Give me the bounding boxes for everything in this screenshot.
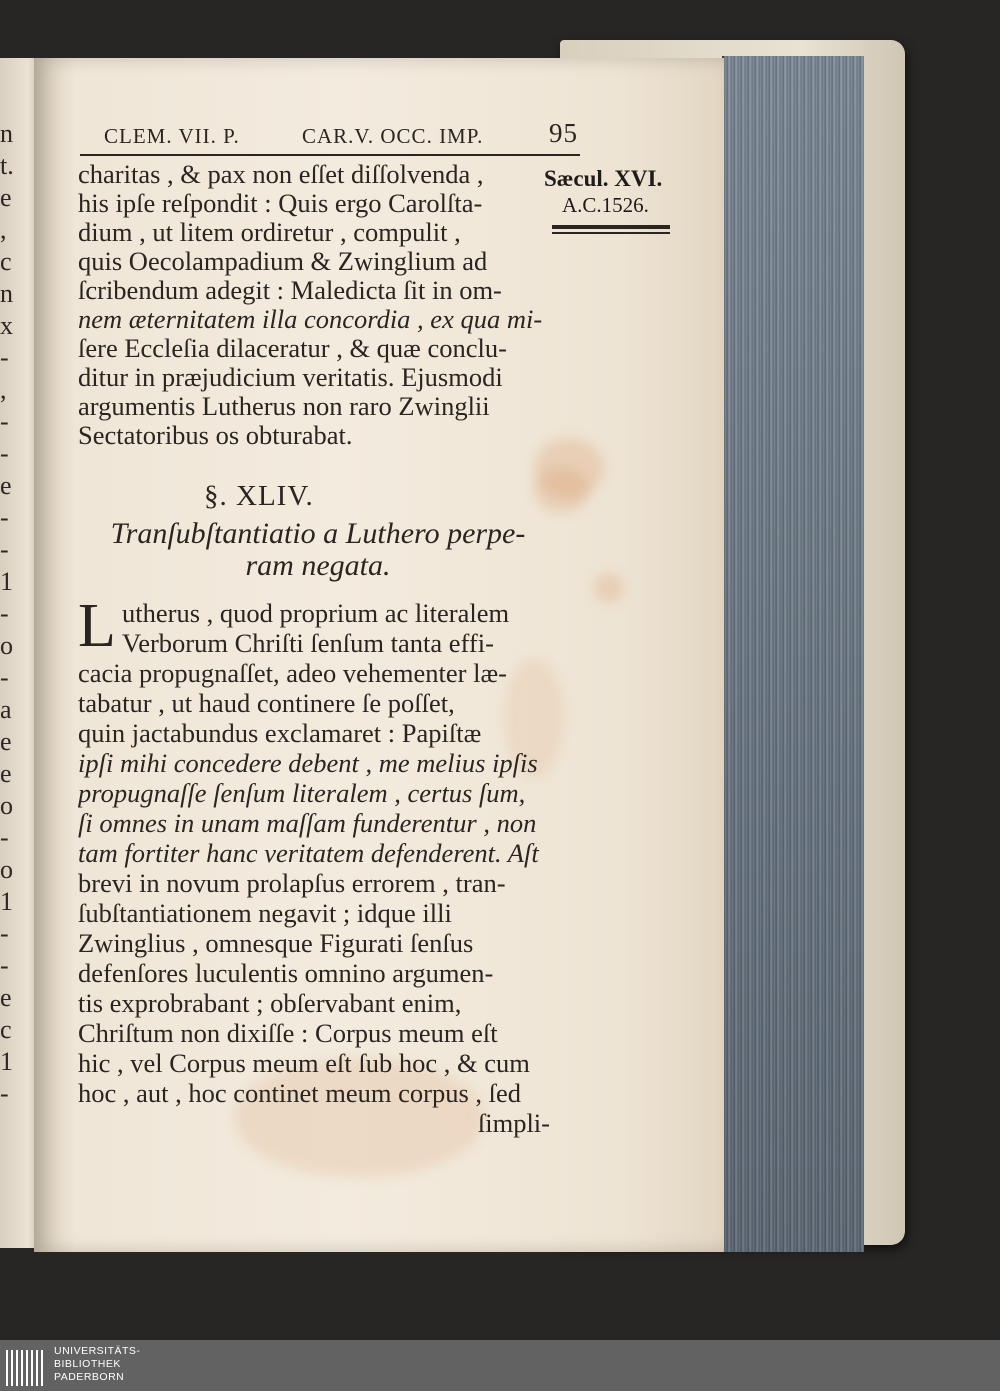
left-page-fragment: e bbox=[0, 983, 12, 1012]
right-page bbox=[34, 58, 724, 1252]
left-page-fragment: n bbox=[0, 119, 13, 148]
section-title-line: Tranſubſtantiatio a Luthero perpe- bbox=[110, 517, 526, 550]
running-header bbox=[104, 120, 578, 152]
left-page-fragment: - bbox=[0, 1079, 9, 1108]
paragraph-1 bbox=[78, 160, 554, 450]
section-number: §. XLIV. bbox=[204, 480, 314, 512]
left-page-fragment: o bbox=[0, 631, 13, 660]
margin-rule bbox=[552, 225, 670, 229]
left-page-fragment: e bbox=[0, 759, 12, 788]
left-page-fragment: 1 bbox=[0, 567, 13, 596]
text-line: Zwinglius , omnesque Figurati ſenſus bbox=[78, 928, 474, 958]
left-page-fragment: c bbox=[0, 247, 12, 276]
text-line: ipſi mihi concedere debent , me melius ipſis bbox=[78, 748, 538, 778]
left-page-fragment: , bbox=[0, 375, 7, 404]
text-line: ſcribendum adegit : Maledicta ſit in om- bbox=[78, 276, 502, 305]
text-line: charitas , & pax non eſſet diſſolvenda , bbox=[78, 160, 484, 189]
left-page-fragment: o bbox=[0, 855, 13, 884]
text-line: ſere Eccleſia dilaceratur , & quæ conclu- bbox=[78, 334, 507, 363]
left-page-fragment: - bbox=[0, 503, 9, 532]
left-page-fragment: a bbox=[0, 695, 12, 724]
text-line: defenſores luculentis omnino argumen- bbox=[78, 958, 494, 988]
text-line: quin jactabundus exclamaret : Papiſtæ bbox=[78, 718, 482, 748]
library-name-line: BIBLIOTHEK bbox=[54, 1358, 121, 1370]
text-line: Sectatoribus os obturabat. bbox=[78, 421, 353, 450]
left-page-fragment: - bbox=[0, 663, 9, 692]
text-line: tam fortiter hanc veritatem defenderent. Aſt bbox=[78, 838, 539, 868]
left-page-fragment: e bbox=[0, 183, 12, 212]
text-line: his ipſe reſpondit : Quis ergo Carolſta- bbox=[78, 189, 483, 218]
drop-cap: L bbox=[78, 592, 116, 660]
text-line: tabatur , ut haud continere ſe poſſet, bbox=[78, 688, 455, 718]
catchword: ſimpli- bbox=[477, 1108, 550, 1138]
left-page-fragment: c bbox=[0, 1015, 12, 1044]
left-page-fragment: - bbox=[0, 823, 9, 852]
left-page-fragment: t. bbox=[0, 151, 14, 180]
left-page-fragment: 1 bbox=[0, 887, 13, 916]
text-line: hic , vel Corpus meum eſt ſub hoc , & cum bbox=[78, 1048, 530, 1078]
text-line: Chriſtum non dixiſſe : Corpus meum eſt bbox=[78, 1018, 498, 1048]
text-line: ſubſtantiationem negavit ; idque illi bbox=[78, 898, 452, 928]
left-page-fragment: - bbox=[0, 951, 9, 980]
header-rule bbox=[80, 154, 580, 156]
left-page-fragment: o bbox=[0, 791, 13, 820]
left-page-fragments bbox=[0, 118, 18, 1168]
left-page-fragment: x bbox=[0, 311, 13, 340]
library-name bbox=[54, 1345, 140, 1384]
margin-note bbox=[544, 166, 694, 218]
section-title-line: ram negata. bbox=[245, 549, 391, 582]
section-title bbox=[78, 518, 558, 582]
library-footer bbox=[0, 1340, 1000, 1391]
left-page-fragment: - bbox=[0, 535, 9, 564]
text-line: utherus , quod proprium ac literalem bbox=[122, 598, 510, 628]
header-left: CLEM. VII. P. bbox=[104, 124, 240, 148]
text-line: nem æternitatem illa concordia , ex qua mi- bbox=[78, 305, 543, 334]
left-page-fragment: - bbox=[0, 919, 9, 948]
paragraph-2 bbox=[78, 592, 554, 1138]
margin-note-century: Sæcul. XVI. bbox=[544, 166, 663, 191]
left-page-fragment: n bbox=[0, 279, 13, 308]
library-name-line: PADERBORN bbox=[54, 1371, 125, 1383]
library-name-line: UNIVERSITÄTS- bbox=[54, 1345, 141, 1357]
margin-note-year: A.C.1526. bbox=[562, 193, 649, 217]
left-page-fragment: - bbox=[0, 599, 9, 628]
text-line: argumentis Lutherus non raro Zwinglii bbox=[78, 392, 490, 421]
foxing-stain bbox=[534, 468, 589, 513]
text-line: hoc , aut , hoc continet meum corpus , ſed bbox=[78, 1078, 522, 1108]
text-line: ditur in præjudicium veritatis. Ejusmodi bbox=[78, 363, 503, 392]
text-line: tis exprobrabant ; obſervabant enim, bbox=[78, 988, 462, 1018]
left-page-fragment: - bbox=[0, 439, 9, 468]
margin-rule bbox=[552, 232, 670, 234]
text-line: Verborum Chriſti ſenſum tanta effi- bbox=[122, 628, 494, 658]
page-block-edge bbox=[722, 56, 864, 1252]
left-page-fragment: - bbox=[0, 407, 9, 436]
foxing-stain bbox=[594, 573, 624, 603]
text-line: dium , ut litem ordiretur , compulit , bbox=[78, 218, 461, 247]
left-page-fragment: 1 bbox=[0, 1047, 13, 1076]
text-line: propugnaſſe ſenſum literalem , certus ſum, bbox=[78, 778, 526, 808]
page-number: 95 bbox=[549, 118, 578, 148]
left-page-fragment: - bbox=[0, 343, 9, 372]
text-line: cacia propugnaſſet, adeo vehementer læ- bbox=[78, 658, 507, 688]
left-page-fragment: , bbox=[0, 215, 7, 244]
text-line: quis Oecolampadium & Zwinglium ad bbox=[78, 247, 488, 276]
text-line: brevi in novum prolapſus errorem , tran- bbox=[78, 868, 506, 898]
left-page-fragment: e bbox=[0, 471, 12, 500]
left-page-fragment: e bbox=[0, 727, 12, 756]
header-center: CAR.V. OCC. IMP. bbox=[302, 124, 484, 148]
library-logo-icon bbox=[6, 1346, 46, 1386]
text-line: ſi omnes in unam maſſam funderentur , non bbox=[78, 808, 537, 838]
